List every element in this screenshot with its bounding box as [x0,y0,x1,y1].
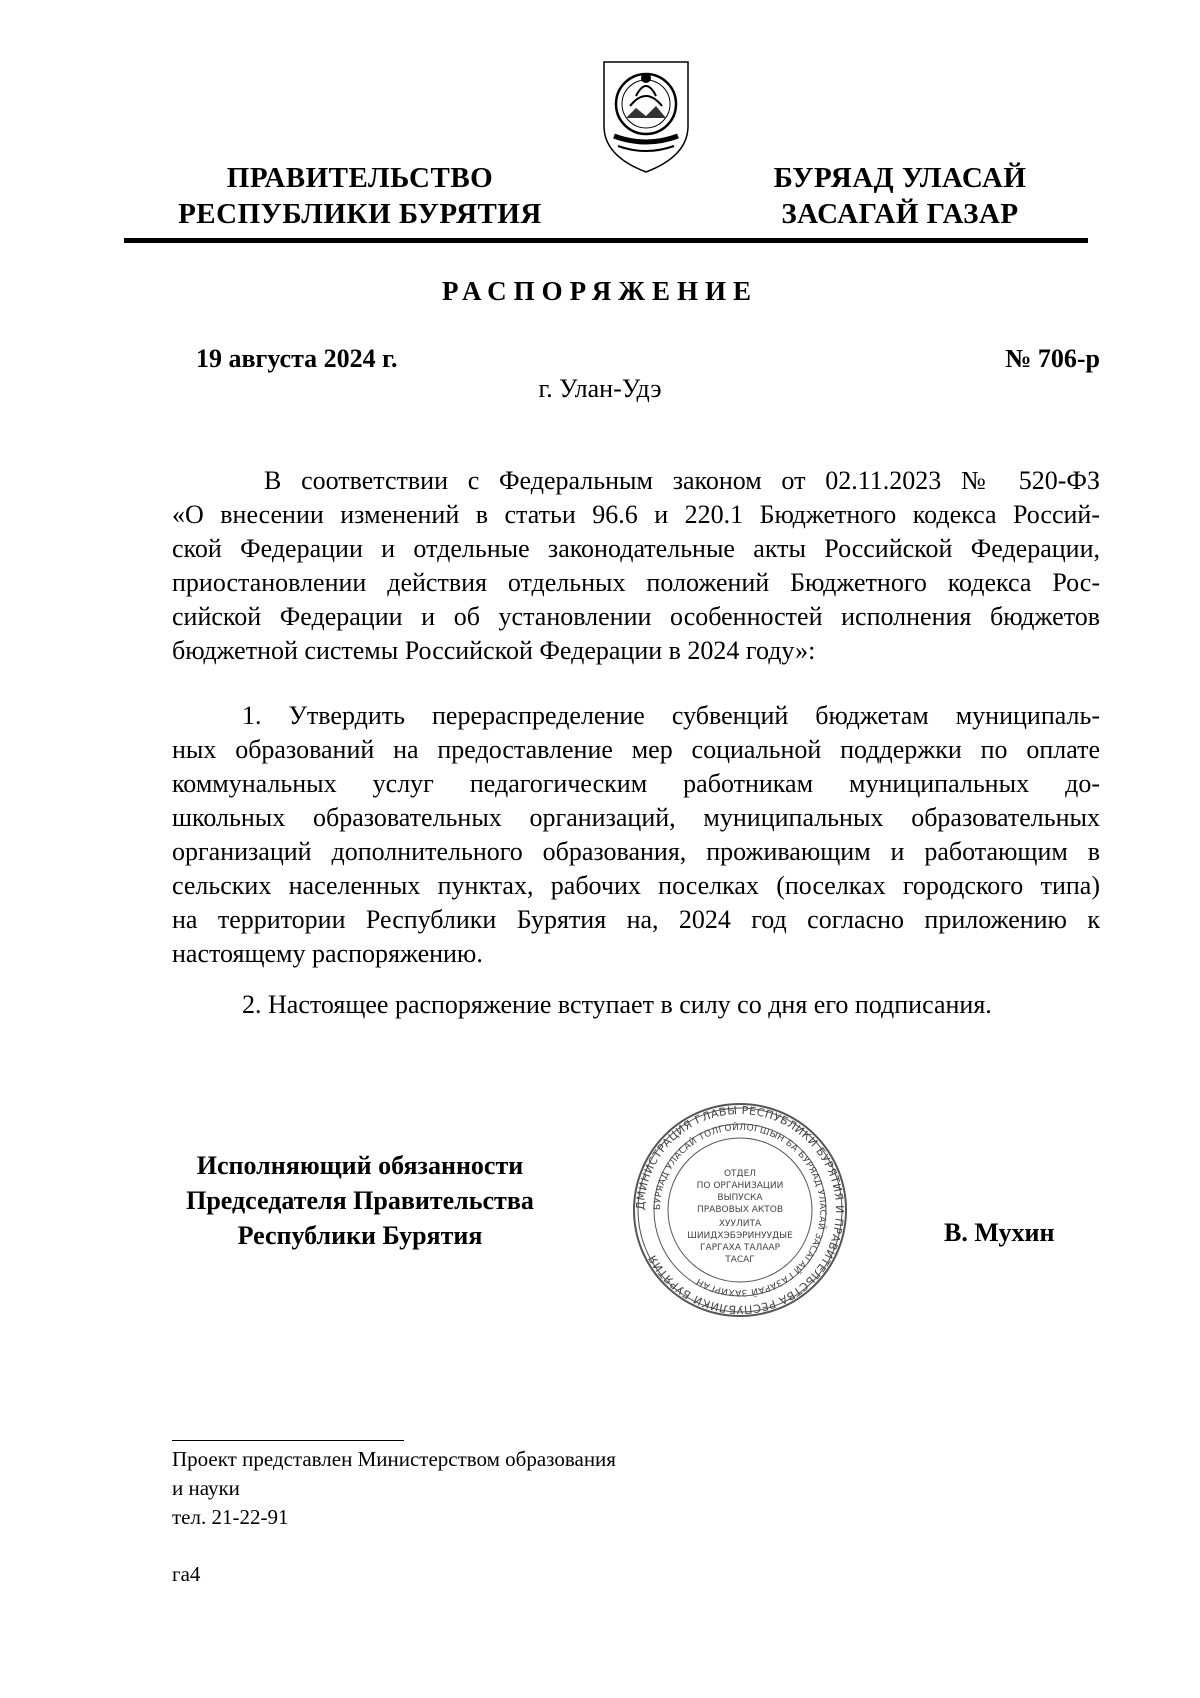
document-date: 19 августа 2024 г. [196,344,398,373]
document-number: № 706-р [1005,344,1100,373]
stamp-inner-text: БУРЯАД УЛАСАЙ ТОЛГОЙЛОГШЫН БА БУРЯАД УЛАСАЙ ЗАСАГАЙ ГАЗАРАЙ ЗАХИРГАН [652,1122,828,1298]
clause-1-line: сельских населенных пунктах, рабочих поселках (поселках городского типа) [172,871,1100,900]
clause-2-line: 2. Настоящее распоряжение вступает в силу со дня его подписания. [242,990,992,1019]
clause-1-line: на территории Республики Бурятия на, 2024 год согласно приложению к [172,905,1100,934]
stamp-center-line: ВЫПУСКА [717,1193,763,1203]
org-name-buryat-line2: ЗАСАГАЙ ГАЗАР [781,198,1019,230]
signatory-name: В. Мухин [944,1218,1055,1247]
clause-1-line: коммунальных услуг педагогическим работникам муниципальных до- [172,769,1100,798]
signatory-title-line3: Республики Бурятия [237,1221,483,1250]
preamble-line: «О внесении изменений в статьи 96.6 и 220.1 Бюджетного кодекса Россий- [172,500,1100,529]
document-type: РАСПОРЯЖЕНИЕ [441,276,759,306]
signatory-title [160,1148,560,1253]
clause-2-paragraph [172,988,1100,1022]
stamp-outer-text: ДМИНИСТРАЦИЯ ГЛАВЫ РЕСПУБЛИКИ БУРЯТИЯ И ПРАВИТЕЛЬСТВА РЕСПУБЛИКИ БУРЯТИЯ [633,1103,847,1317]
header-divider [124,238,1088,243]
preamble-line: приостановлении действия отдельных положений Бюджетного кодекса Рос- [172,568,1100,597]
preamble-line: бюджетной системы Российской Федерации в 2024 году»: [172,636,816,665]
clause-1-line: 1. Утвердить перераспределение субвенций бюджетам муниципаль- [242,701,1100,730]
preamble-line: В соответствии с Федеральным законом от 02.11.2023 № 520-ФЗ [264,466,1100,495]
stamp-center-line: ПО ОРГАНИЗАЦИИ [696,1181,784,1191]
coat-of-arms-emblem [596,56,696,176]
org-name-buryat-line1: БУРЯАД УЛАСАЙ [773,162,1027,194]
preamble-line: сийской Федерации и об установлении особенностей исполнения бюджетов [172,602,1100,631]
clause-1-paragraph [172,699,1100,971]
clause-1-line: ных образований на предоставление мер социальной поддержки по оплате [172,735,1100,764]
footer-phone: тел. 21-22-91 [172,1505,289,1529]
org-name-russian-line2: РЕСПУБЛИКИ БУРЯТИЯ [178,198,542,230]
official-stamp [630,1100,850,1320]
footer-code: га4 [172,1562,201,1586]
signatory-title-line2: Председателя Правительства [186,1186,534,1215]
stamp-center-line: ПРАВОВЫХ АКТОВ [696,1205,784,1215]
stamp-center-line: ШИИДХЭБЭРИНУУДЫЕ [687,1231,793,1241]
stamp-center-line: ТАСАГ [725,1255,755,1265]
clause-1-line: настоящему распоряжению. [172,939,483,968]
footer-note [172,1445,616,1532]
footer-line2: и науки [172,1476,240,1500]
document-city: г. Улан-Удэ [538,374,662,403]
preamble-paragraph [172,464,1100,668]
clause-1-line: организаций дополнительного образования, проживающим и работающим в [172,837,1100,866]
org-name-russian [160,160,560,232]
footer-line1: Проект представлен Министерством образования [172,1447,616,1471]
stamp-center-line: ГАРГАХА ТАЛААР [699,1243,781,1253]
stamp-center-line: ХУУЛИТА [718,1219,762,1229]
preamble-line: ской Федерации и отдельные законодательные акты Российской Федерации, [172,534,1100,563]
clause-1-line: школьных образовательных организаций, муниципальных образовательных [172,803,1100,832]
org-name-russian-line1: ПРАВИТЕЛЬСТВО [226,162,494,194]
org-name-buryat [730,160,1070,232]
footer-divider [172,1440,404,1441]
stamp-center-line: ОТДЕЛ [723,1169,757,1179]
signatory-title-line1: Исполняющий обязанности [196,1151,524,1180]
